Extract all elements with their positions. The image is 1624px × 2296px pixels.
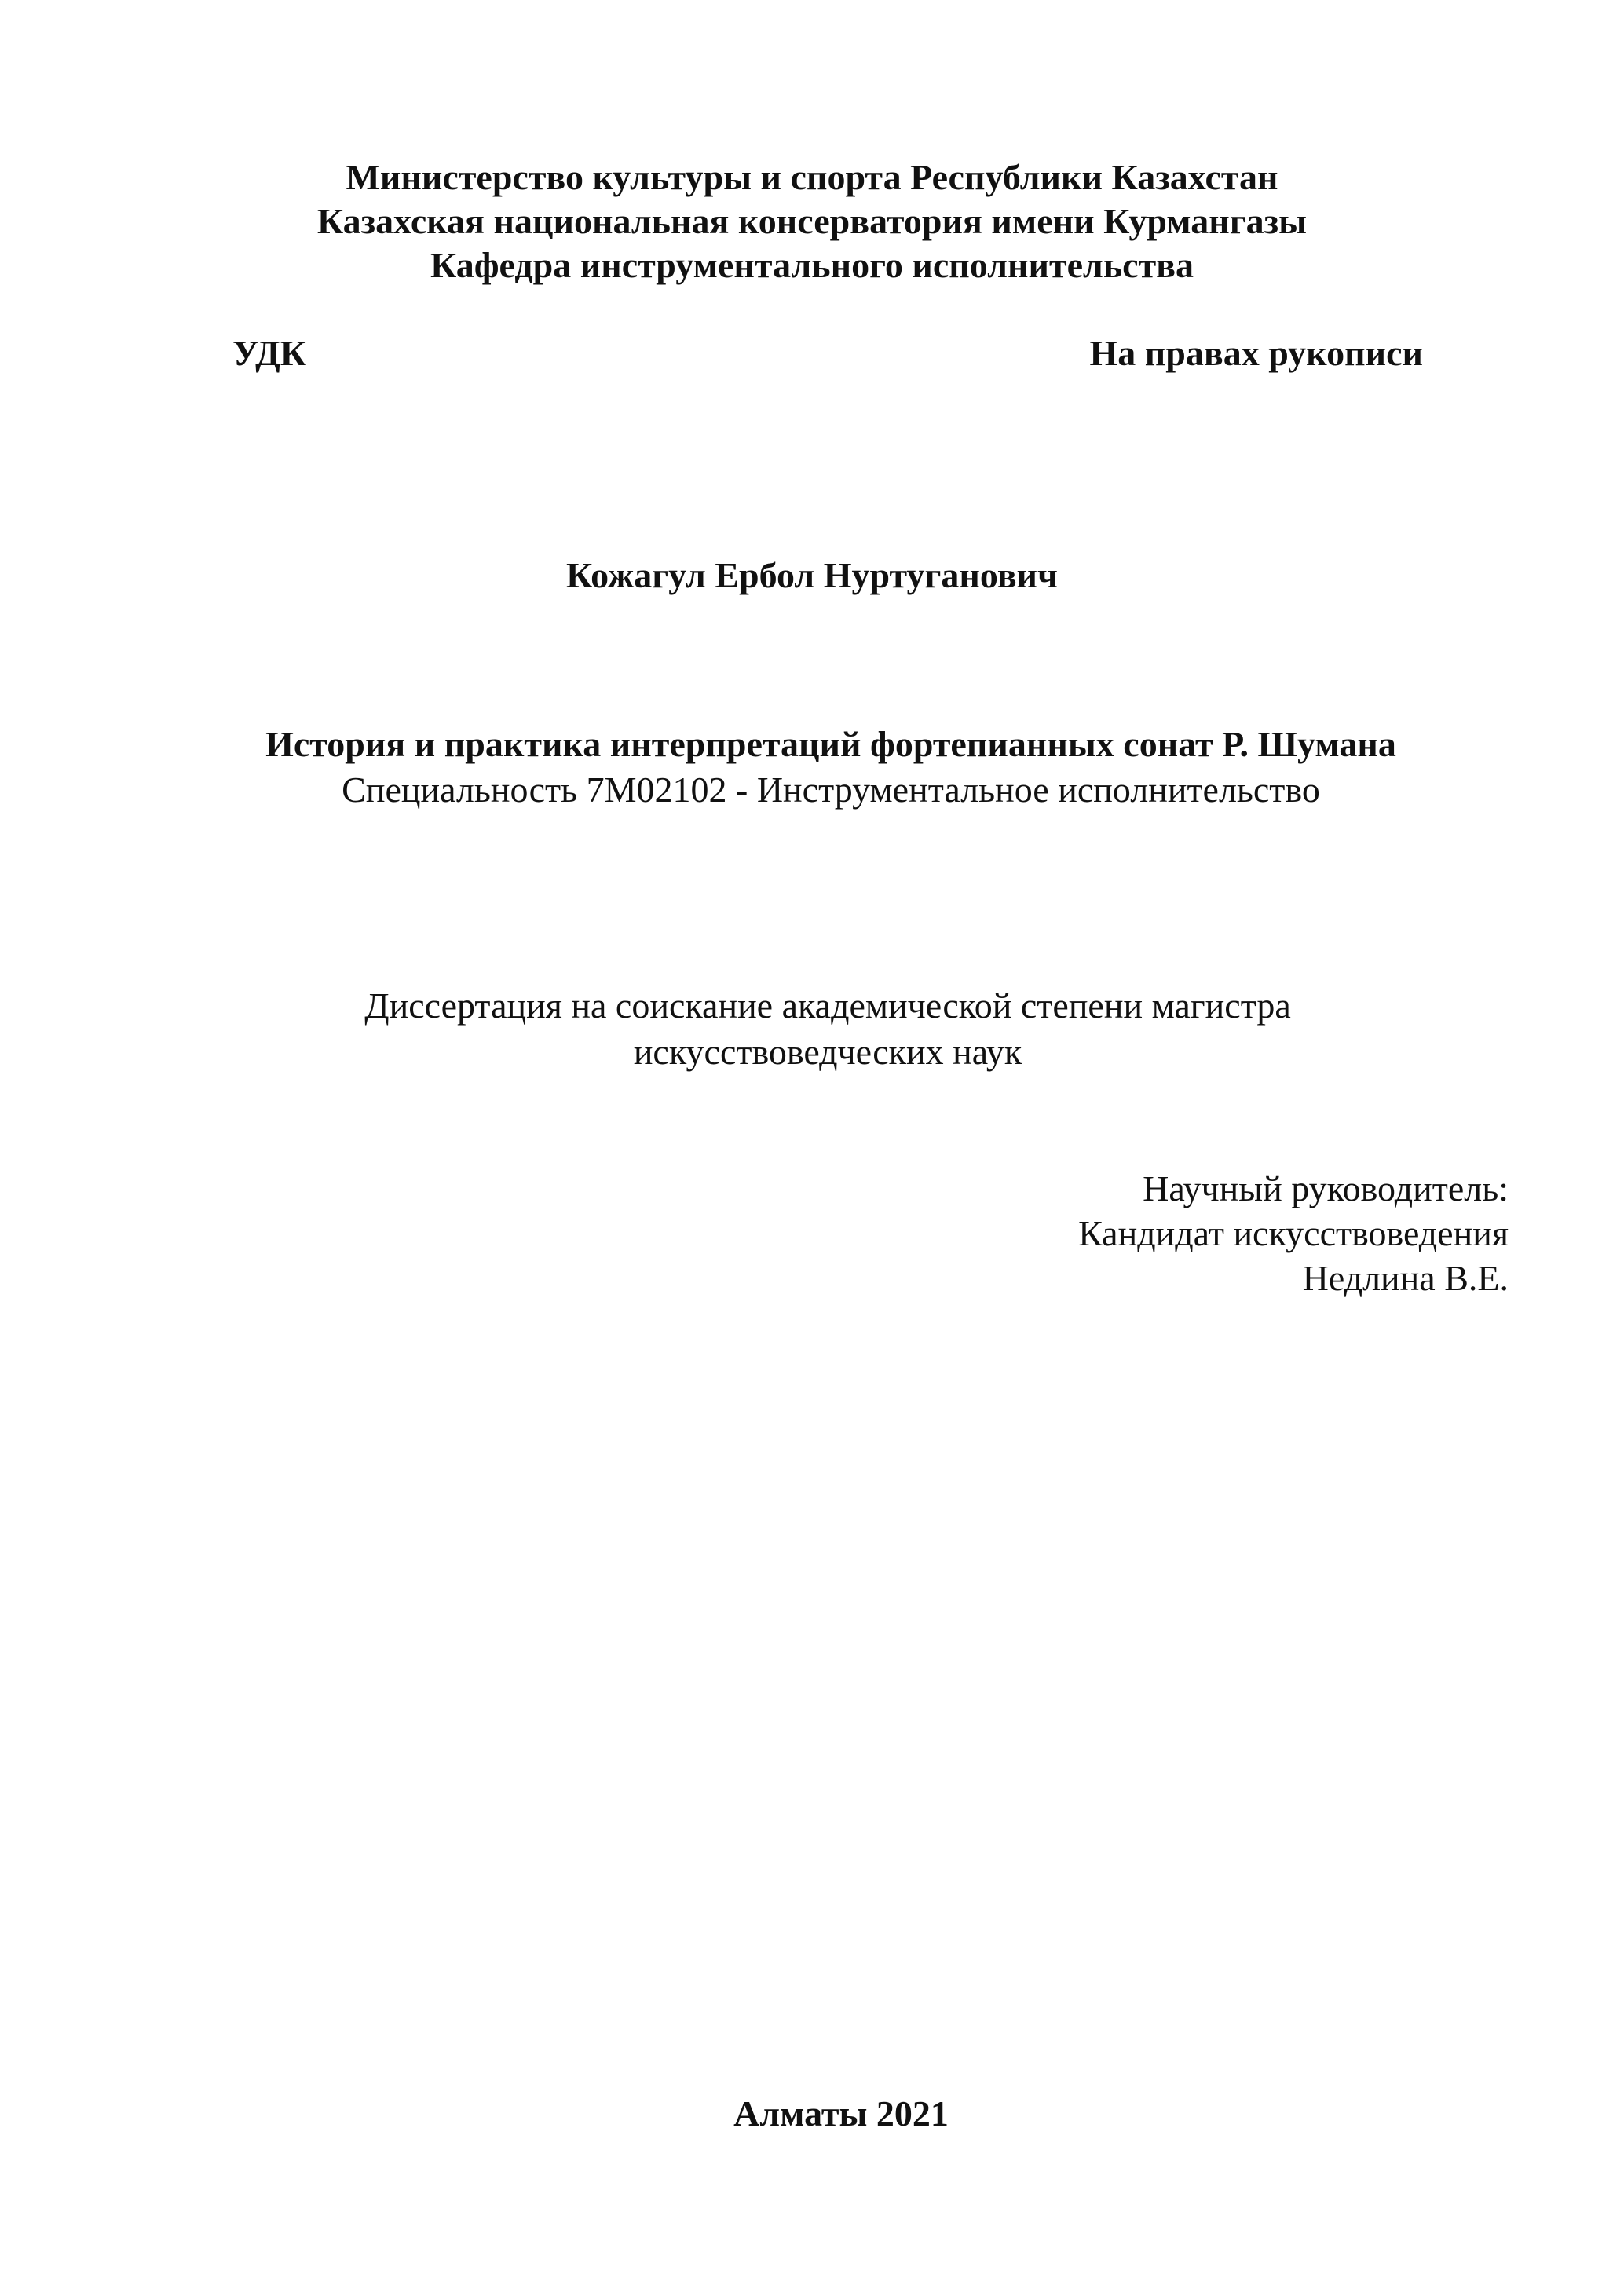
udk-label: УДК — [232, 333, 307, 373]
degree-line-1: Диссертация на соискание академической степени магистра — [364, 985, 1291, 1026]
city-year: Алматы 2021 — [733, 2093, 949, 2133]
supervisor-label: Научный руководитель: — [1143, 1168, 1509, 1208]
conservatory-heading: Казахская национальная консерватория имени Курмангазы — [316, 201, 1308, 241]
supervisor-block — [1078, 1166, 1509, 1300]
degree-line-2: искусствоведческих наук — [633, 1032, 1022, 1072]
author-name: Кожагул Ербол Нуртуганович — [566, 555, 1058, 595]
speciality-line: Специальность 7М02102 - Инструментальное исполнительство — [342, 770, 1320, 810]
supervisor-rank: Кандидат искусствоведения — [1078, 1213, 1509, 1253]
supervisor-name: Недлина В.Е. — [1302, 1258, 1509, 1298]
dissertation-title: История и практика интерпретаций фортепианных сонат Р. Шумана — [265, 724, 1396, 764]
manuscript-rights-label: На правах рукописи — [1089, 333, 1423, 373]
department-heading: Кафедра инструментального исполнительства — [430, 245, 1194, 285]
ministry-heading: Министерство культуры и спорта Республики Казахстан — [346, 157, 1278, 197]
